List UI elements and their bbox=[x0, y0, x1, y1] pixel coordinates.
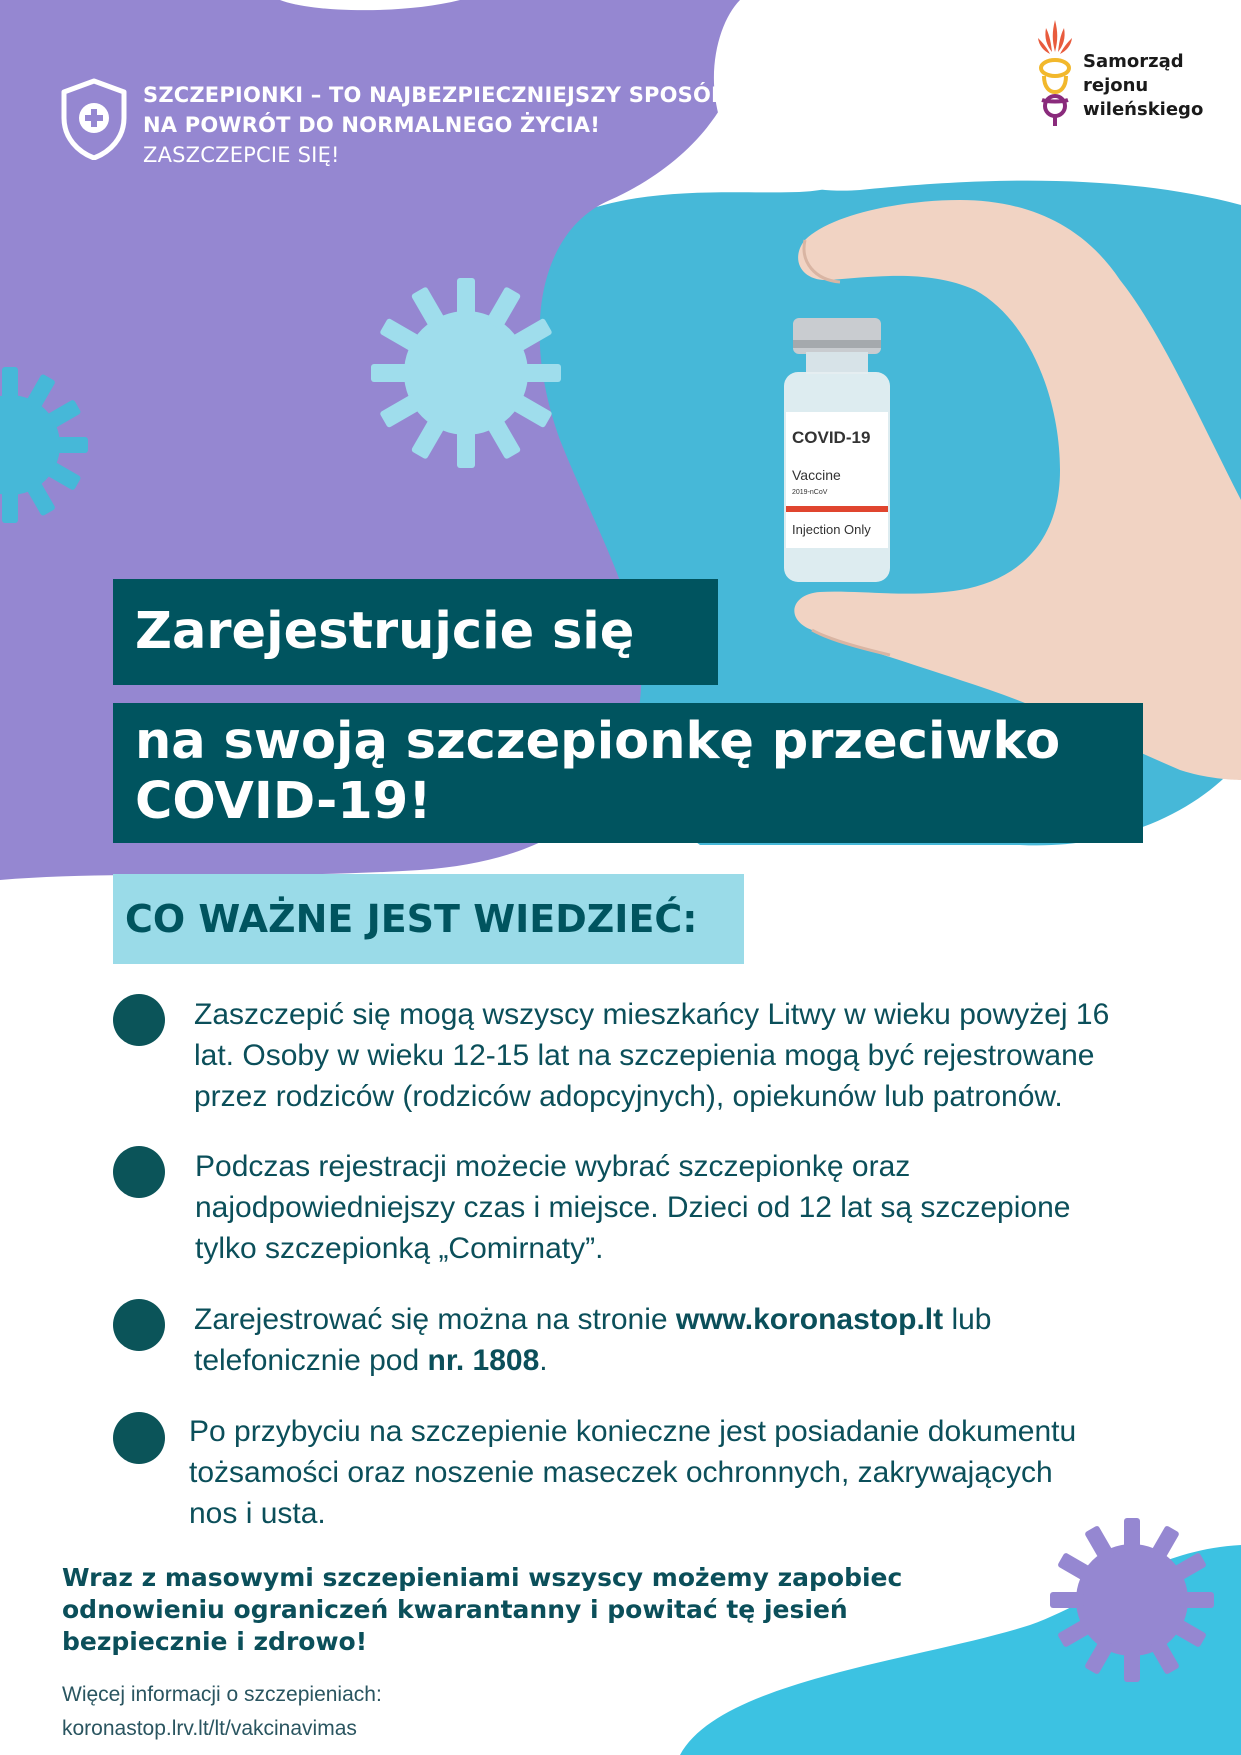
closing-line-1: Wraz z masowymi szczepieniami wszyscy możemy zapobiec bbox=[62, 1563, 903, 1592]
closing-line-3: bezpiecznie i zdrowo! bbox=[62, 1627, 368, 1656]
title-line-2: na swoją szczepionkę przeciwko bbox=[135, 712, 1061, 771]
vial-label-vaccine: Vaccine bbox=[792, 467, 841, 483]
list-item-4-line-2: tożsamości oraz noszenie maseczek ochronnych, zakrywających bbox=[189, 1456, 1053, 1489]
list-item-4-line-3: nos i usta. bbox=[189, 1497, 326, 1530]
samorzad-logo-icon bbox=[1030, 18, 1080, 128]
list-item-3-line-1 bbox=[194, 1299, 991, 1340]
list-item-2 bbox=[195, 1146, 1070, 1269]
list-item-4-line-1: Po przybyciu na szczepienie konieczne jest posiadanie dokumentu bbox=[189, 1415, 1077, 1448]
bullet-dot bbox=[113, 1146, 165, 1198]
bullet-dot bbox=[113, 1412, 165, 1464]
shield-plus-icon bbox=[60, 78, 128, 160]
bullet-dot bbox=[113, 1299, 165, 1351]
header-slogan bbox=[143, 80, 727, 170]
header-line-3: ZASZCZEPCIE SIĘ! bbox=[143, 143, 340, 167]
vial-label-ncov: 2019-nCoV bbox=[792, 489, 828, 496]
list-item-1 bbox=[194, 994, 1109, 1117]
list-item-1-line-3: przez rodziców (rodziców adopcyjnych), opiekunów lub patronów. bbox=[194, 1080, 1063, 1113]
koronastop-link[interactable]: www.koronastop.lt bbox=[675, 1303, 944, 1336]
list-item-3-text-mid: lub bbox=[943, 1303, 992, 1336]
list-item-3-text-end: . bbox=[539, 1344, 548, 1377]
phone-number: nr. 1808 bbox=[427, 1344, 540, 1377]
closing-statement bbox=[62, 1562, 1012, 1658]
list-item-1-line-2: lat. Osoby w wieku 12-15 lat na szczepienia mogą być rejestrowane bbox=[194, 1039, 1095, 1072]
vial-label-injection: Injection Only bbox=[792, 522, 871, 537]
list-item-3 bbox=[194, 1299, 991, 1381]
title-line-3: COVID-19! bbox=[135, 772, 432, 831]
list-item-3-text-2: telefonicznie pod bbox=[194, 1344, 428, 1377]
more-info-label: Więcej informacji o szczepieniach: bbox=[62, 1683, 382, 1706]
list-item-2-line-1: Podczas rejestracji możecie wybrać szczepionkę oraz bbox=[195, 1150, 911, 1183]
title-box-2 bbox=[113, 703, 1143, 843]
logo-line-1: Samorząd bbox=[1083, 51, 1184, 72]
logo-text bbox=[1083, 50, 1203, 122]
bullet-dot bbox=[113, 994, 165, 1046]
header-line-1: SZCZEPIONKI – TO NAJBEZPIECZNIEJSZY SPOSÓB bbox=[143, 83, 728, 107]
list-item-3-text: Zarejestrować się można na stronie bbox=[194, 1303, 676, 1336]
logo-line-2: rejonu bbox=[1083, 75, 1149, 96]
title-line-1: Zarejestrujcie się bbox=[113, 579, 718, 685]
list-item-1-line-1: Zaszczepić się mogą wszyscy mieszkańcy Litwy w wieku powyżej 16 bbox=[194, 998, 1110, 1031]
section-heading: CO WAŻNE JEST WIEDZIEĆ: bbox=[113, 874, 744, 964]
list-item-2-line-3: tylko szczepionką „Comirnaty”. bbox=[195, 1232, 604, 1265]
closing-line-2: odnowieniu ograniczeń kwarantanny i powitać tę jesień bbox=[62, 1595, 848, 1624]
header-line-2: NA POWRÓT DO NORMALNEGO ŻYCIA! bbox=[143, 113, 600, 137]
vial-label-covid: COVID-19 bbox=[792, 428, 871, 447]
logo-line-3: wileńskiego bbox=[1083, 99, 1204, 120]
more-info-link[interactable]: koronastop.lrv.lt/lt/vakcinavimas bbox=[62, 1717, 357, 1740]
list-item-2-line-2: najodpowiedniejszy czas i miejsce. Dzieci od 12 lat są szczepione bbox=[195, 1191, 1071, 1224]
list-item-4 bbox=[189, 1411, 1076, 1534]
more-info bbox=[62, 1678, 382, 1746]
list-item-3-line-2 bbox=[194, 1340, 991, 1381]
